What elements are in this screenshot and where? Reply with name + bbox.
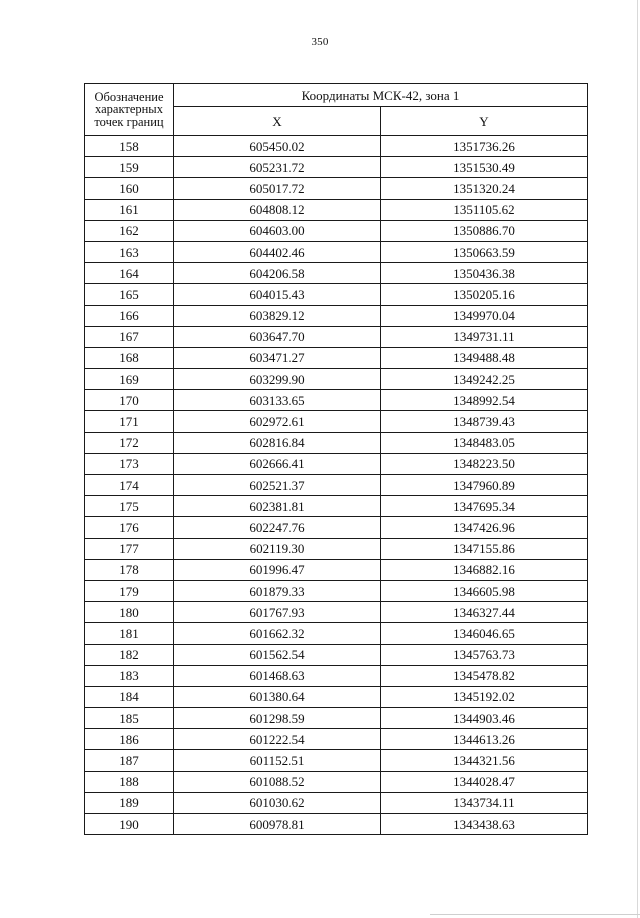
table-row [85,496,588,517]
y-coordinate-cell: 1350436.38 [381,263,588,284]
x-coordinate-cell: 601996.47 [174,559,381,580]
x-coordinate-cell: 601088.52 [174,771,381,792]
table-row [85,792,588,813]
y-coordinate-cell: 1345478.82 [381,665,588,686]
x-coordinate-cell: 601152.51 [174,750,381,771]
y-coordinate-cell: 1345763.73 [381,644,588,665]
point-cell: 176 [85,517,174,538]
table-row [85,369,588,390]
point-cell: 159 [85,157,174,178]
point-cell: 162 [85,220,174,241]
x-coordinate-cell: 601380.64 [174,686,381,707]
table-row [85,263,588,284]
table-row [85,475,588,496]
point-cell: 173 [85,453,174,474]
page-number: 350 [311,36,329,48]
table-row [85,686,588,707]
x-coordinate-cell: 604206.58 [174,263,381,284]
point-cell: 180 [85,602,174,623]
y-coordinate-cell: 1348739.43 [381,411,588,432]
table-row [85,517,588,538]
point-cell: 172 [85,432,174,453]
table-body [85,136,588,835]
point-cell: 161 [85,199,174,220]
table-row [85,136,588,157]
y-coordinate-cell: 1344613.26 [381,729,588,750]
point-cell: 170 [85,390,174,411]
table-header [85,84,588,136]
designation-header-line-2: характерных [95,102,163,117]
y-coordinate-cell: 1344321.56 [381,750,588,771]
point-cell: 164 [85,263,174,284]
table-row [85,390,588,411]
point-cell: 177 [85,538,174,559]
y-coordinate-cell: 1345192.02 [381,686,588,707]
y-coordinate-cell: 1350663.59 [381,241,588,262]
y-coordinate-cell: 1346327.44 [381,602,588,623]
x-coordinate-cell: 603133.65 [174,390,381,411]
x-coordinate-cell: 601767.93 [174,602,381,623]
point-cell: 190 [85,814,174,835]
y-coordinate-cell: 1346605.98 [381,580,588,601]
y-coordinate-cell: 1344903.46 [381,708,588,729]
point-cell: 188 [85,771,174,792]
point-cell: 167 [85,326,174,347]
x-coordinate-cell: 601562.54 [174,644,381,665]
point-cell: 175 [85,496,174,517]
point-cell: 165 [85,284,174,305]
y-coordinate-cell: 1351530.49 [381,157,588,178]
table-row [85,729,588,750]
table-row [85,411,588,432]
x-coordinate-cell: 602972.61 [174,411,381,432]
x-coordinate-cell: 601879.33 [174,580,381,601]
x-coordinate-cell: 601468.63 [174,665,381,686]
point-cell: 183 [85,665,174,686]
table-row [85,708,588,729]
point-cell: 189 [85,792,174,813]
point-cell: 171 [85,411,174,432]
x-coordinate-cell: 601030.62 [174,792,381,813]
point-cell: 182 [85,644,174,665]
y-coordinate-cell: 1348483.05 [381,432,588,453]
point-cell: 166 [85,305,174,326]
table-row [85,178,588,199]
designation-header-line-3: точек границ [94,114,164,129]
table-row [85,771,588,792]
y-coordinate-cell: 1351736.26 [381,136,588,157]
x-coordinate-cell: 603829.12 [174,305,381,326]
table-row [85,623,588,644]
table-row [85,199,588,220]
x-coordinate-cell: 605231.72 [174,157,381,178]
point-cell: 163 [85,241,174,262]
table-row [85,305,588,326]
point-cell: 186 [85,729,174,750]
y-coordinate-cell: 1343438.63 [381,814,588,835]
y-coordinate-cell: 1349970.04 [381,305,588,326]
x-coordinate-cell: 601662.32 [174,623,381,644]
x-coordinate-cell: 603299.90 [174,369,381,390]
coordinates-table [84,83,588,835]
y-coordinate-cell: 1350886.70 [381,220,588,241]
y-coordinate-cell: 1348992.54 [381,390,588,411]
point-cell: 168 [85,347,174,368]
table-row [85,347,588,368]
y-coordinate-cell: 1351320.24 [381,178,588,199]
x-coordinate-cell: 604808.12 [174,199,381,220]
scan-edge-right [637,0,638,918]
x-coordinate-cell: 605450.02 [174,136,381,157]
point-cell: 179 [85,580,174,601]
x-coordinate-cell: 601222.54 [174,729,381,750]
point-cell: 184 [85,686,174,707]
x-coordinate-cell: 605017.72 [174,178,381,199]
x-coordinate-cell: 604015.43 [174,284,381,305]
x-coordinate-cell: 603647.70 [174,326,381,347]
table-row [85,241,588,262]
y-coordinate-cell: 1347426.96 [381,517,588,538]
y-coordinate-cell: 1344028.47 [381,771,588,792]
scan-edge-bottom [430,914,640,915]
point-cell: 169 [85,369,174,390]
y-coordinate-cell: 1346882.16 [381,559,588,580]
coordinates-title-header: Координаты МСК-42, зона 1 [174,84,588,107]
table-row [85,284,588,305]
x-coordinate-cell: 602666.41 [174,453,381,474]
y-coordinate-cell: 1347155.86 [381,538,588,559]
y-coordinate-cell: 1351105.62 [381,199,588,220]
table-row [85,559,588,580]
point-cell: 181 [85,623,174,644]
x-coordinate-cell: 602381.81 [174,496,381,517]
table-row [85,750,588,771]
table-row [85,665,588,686]
x-coordinate-cell: 604603.00 [174,220,381,241]
designation-header [85,84,174,136]
table-row [85,326,588,347]
y-coordinate-cell: 1348223.50 [381,453,588,474]
y-coordinate-cell: 1347960.89 [381,475,588,496]
y-coordinate-cell: 1347695.34 [381,496,588,517]
x-coordinate-cell: 602247.76 [174,517,381,538]
x-column-header: X [174,107,381,136]
x-coordinate-cell: 600978.81 [174,814,381,835]
table-row [85,453,588,474]
x-coordinate-cell: 602521.37 [174,475,381,496]
x-coordinate-cell: 603471.27 [174,347,381,368]
x-coordinate-cell: 604402.46 [174,241,381,262]
point-cell: 158 [85,136,174,157]
y-coordinate-cell: 1346046.65 [381,623,588,644]
table-row [85,157,588,178]
table-row [85,220,588,241]
x-coordinate-cell: 601298.59 [174,708,381,729]
y-coordinate-cell: 1349488.48 [381,347,588,368]
table-row [85,814,588,835]
y-coordinate-cell: 1349242.25 [381,369,588,390]
x-coordinate-cell: 602119.30 [174,538,381,559]
y-coordinate-cell: 1349731.11 [381,326,588,347]
designation-header-line-1: Обозначение [94,89,164,104]
y-column-header: Y [381,107,588,136]
table-row [85,538,588,559]
table-row [85,602,588,623]
table-row [85,580,588,601]
point-cell: 178 [85,559,174,580]
table-row [85,432,588,453]
table-row [85,644,588,665]
point-cell: 185 [85,708,174,729]
y-coordinate-cell: 1343734.11 [381,792,588,813]
point-cell: 187 [85,750,174,771]
point-cell: 174 [85,475,174,496]
point-cell: 160 [85,178,174,199]
y-coordinate-cell: 1350205.16 [381,284,588,305]
x-coordinate-cell: 602816.84 [174,432,381,453]
